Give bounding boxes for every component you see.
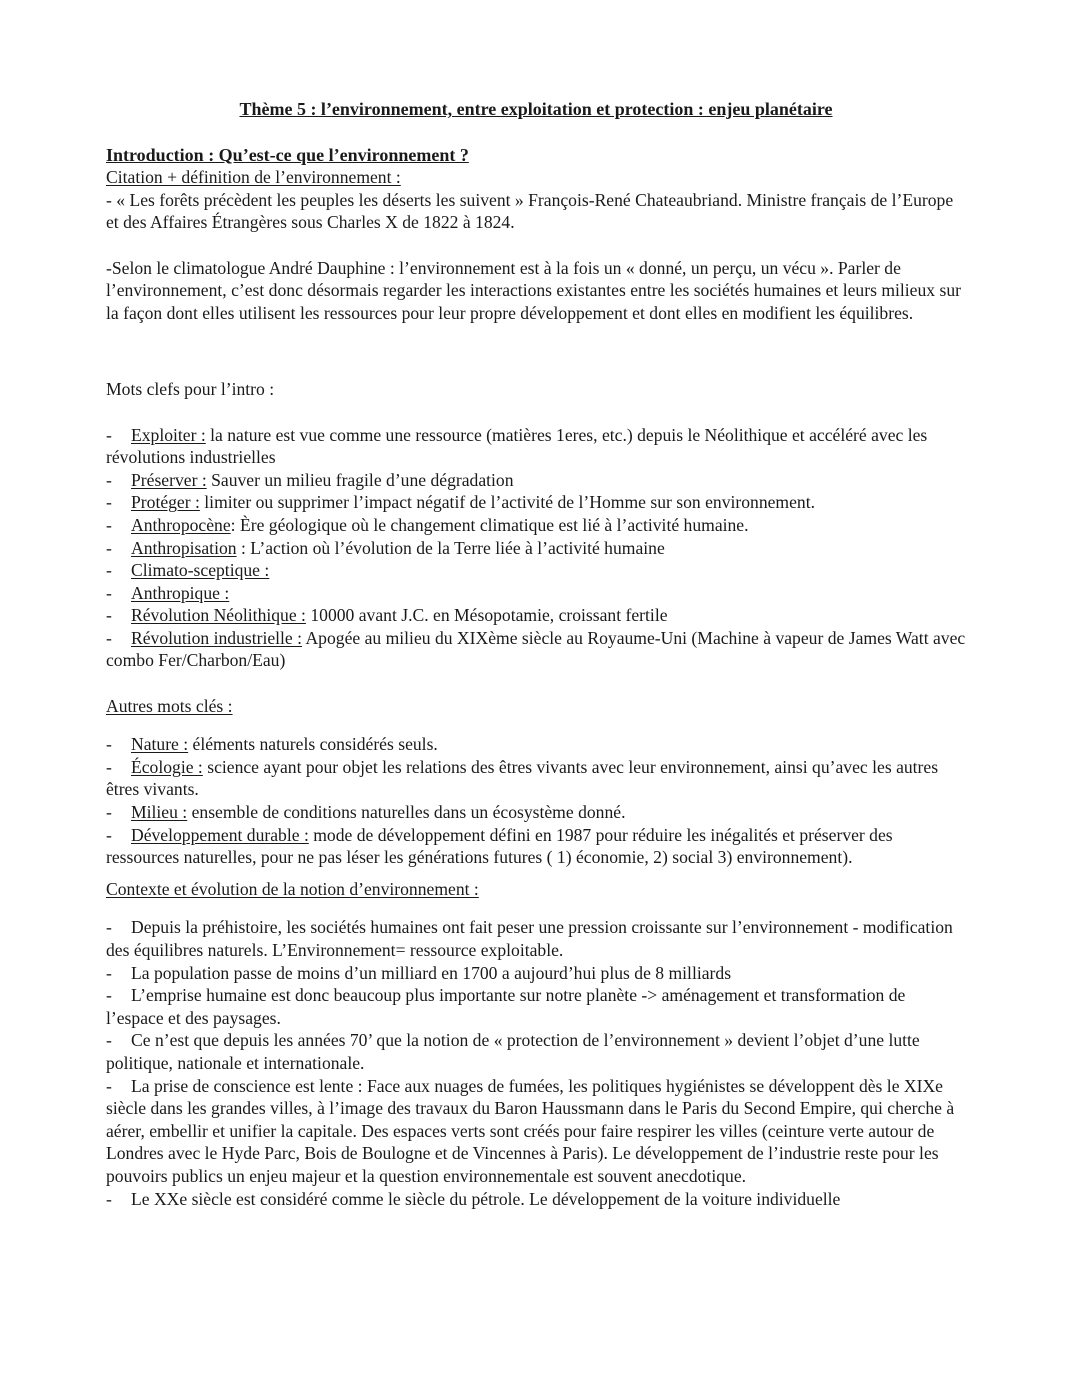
- list-item: - Climato-sceptique :: [106, 560, 270, 581]
- list-item: - Protéger : limiter ou supprimer l’impact négatif de l’activité de l’Homme sur son environnement.: [106, 492, 816, 513]
- list-item: - Révolution Néolithique : 10000 avant J.C. en Mésopotamie, croissant fertile: [106, 605, 668, 626]
- list-item: - Révolution industrielle : Apogée au milieu du XIXème siècle au Royaume-Uni (Machine à vapeur de James Watt avec combo Fer/Charbon/Eau): [106, 627, 966, 671]
- citation-heading: Citation + définition de l’environnement :: [106, 167, 401, 188]
- dauphine-paragraph: -Selon le climatologue André Dauphine : l’environnement est à la fois un « donné, un perçu, un vécu ». Parler de l’environnement, c’est donc désormais regarder les interactions existantes entre les sociétés humaines et leurs milieux sur la façon dont elles utilisent les ressources pour leur propre développement et dont elles en modifient les équilibres.: [106, 257, 961, 323]
- citation-paragraph: - « Les forêts précèdent les peuples les déserts les suivent » François-René Chateaubriand. Ministre français de l’Europe et des Affaires Étrangères sous Charles X de 1822 à 1824.: [106, 189, 954, 233]
- list-item: - Développement durable : mode de développement défini en 1987 pour réduire les inégalités et préserver des ressources naturelles, pour ne pas léser les générations futures ( 1) économie, 2) social 3) environnement).: [106, 824, 893, 868]
- list-item: - Anthropisation : L’action où l’évolution de la Terre liée à l’activité humaine: [106, 537, 665, 558]
- list-item: - Préserver : Sauver un milieu fragile d’une dégradation: [106, 469, 514, 490]
- context-heading: Contexte et évolution de la notion d’environnement :: [106, 878, 479, 899]
- list-item: - Exploiter : la nature est vue comme une ressource (matières 1eres, etc.) depuis le Néolithique et accéléré avec les révolutions industrielles: [106, 424, 928, 468]
- list-item: - Anthropocène: Ère géologique où le changement climatique est lié à l’activité humaine.: [106, 514, 749, 535]
- document-title: Thème 5 : l’environnement, entre exploitation et protection : enjeu planétaire: [239, 99, 833, 119]
- list-item: - La population passe de moins d’un milliard en 1700 a aujourd’hui plus de 8 milliards: [106, 962, 732, 983]
- list-item: - Milieu : ensemble de conditions naturelles dans un écosystème donné.: [106, 802, 626, 823]
- keywords-list: [106, 424, 966, 673]
- list-item: - L’emprise humaine est donc beaucoup plus importante sur notre planète -> aménagement et transformation de l’espace et des paysages.: [106, 985, 906, 1028]
- list-item: - Ce n’est que depuis les années 70’ que la notion de « protection de l’environnement » devient l’objet d’une lutte politique, nationale et internationale.: [106, 1030, 920, 1073]
- list-item: - Écologie : science ayant pour objet les relations des êtres vivants avec leur environnement, ainsi qu’avec les autres êtres vivants.: [106, 756, 939, 800]
- other-keywords-heading: Autres mots clés :: [106, 695, 233, 716]
- list-item: - La prise de conscience est lente : Face aux nuages de fumées, les politiques hygiénistes se développent dès le XIXe siècle dans les grandes villes, à l’image des travaux du Baron Haussmann dans le Paris du Second Empire, qui cherche à aérer, embellir et unifier la capitale. Des espaces verts sont créés pour faire respirer les villes (ceinture verte autour de Londres avec le Hyde Parc, Bois de Boulogne et de Vincennes à Paris). Le développement de l’industrie reste pour les pouvoirs publics un enjeu majeur et la question environnementale est souvent anecdotique.: [106, 1075, 955, 1186]
- keywords-heading: Mots clefs pour l’intro :: [106, 379, 275, 400]
- document-page: [106, 98, 966, 1210]
- context-list: [106, 916, 966, 1210]
- intro-heading: Introduction : Qu’est-ce que l’environnement ?: [106, 144, 469, 165]
- list-item: - Depuis la préhistoire, les sociétés humaines ont fait peser une pression croissante sur l’environnement - modification des équilibres naturels. L’Environnement= ressource exploitable.: [106, 917, 953, 960]
- other-keywords-list: [106, 733, 966, 869]
- list-item: - Le XXe siècle est considéré comme le siècle du pétrole. Le développement de la voiture individuelle: [106, 1188, 841, 1209]
- list-item: - Anthropique :: [106, 582, 230, 603]
- list-item: - Nature : éléments naturels considérés seuls.: [106, 734, 438, 755]
